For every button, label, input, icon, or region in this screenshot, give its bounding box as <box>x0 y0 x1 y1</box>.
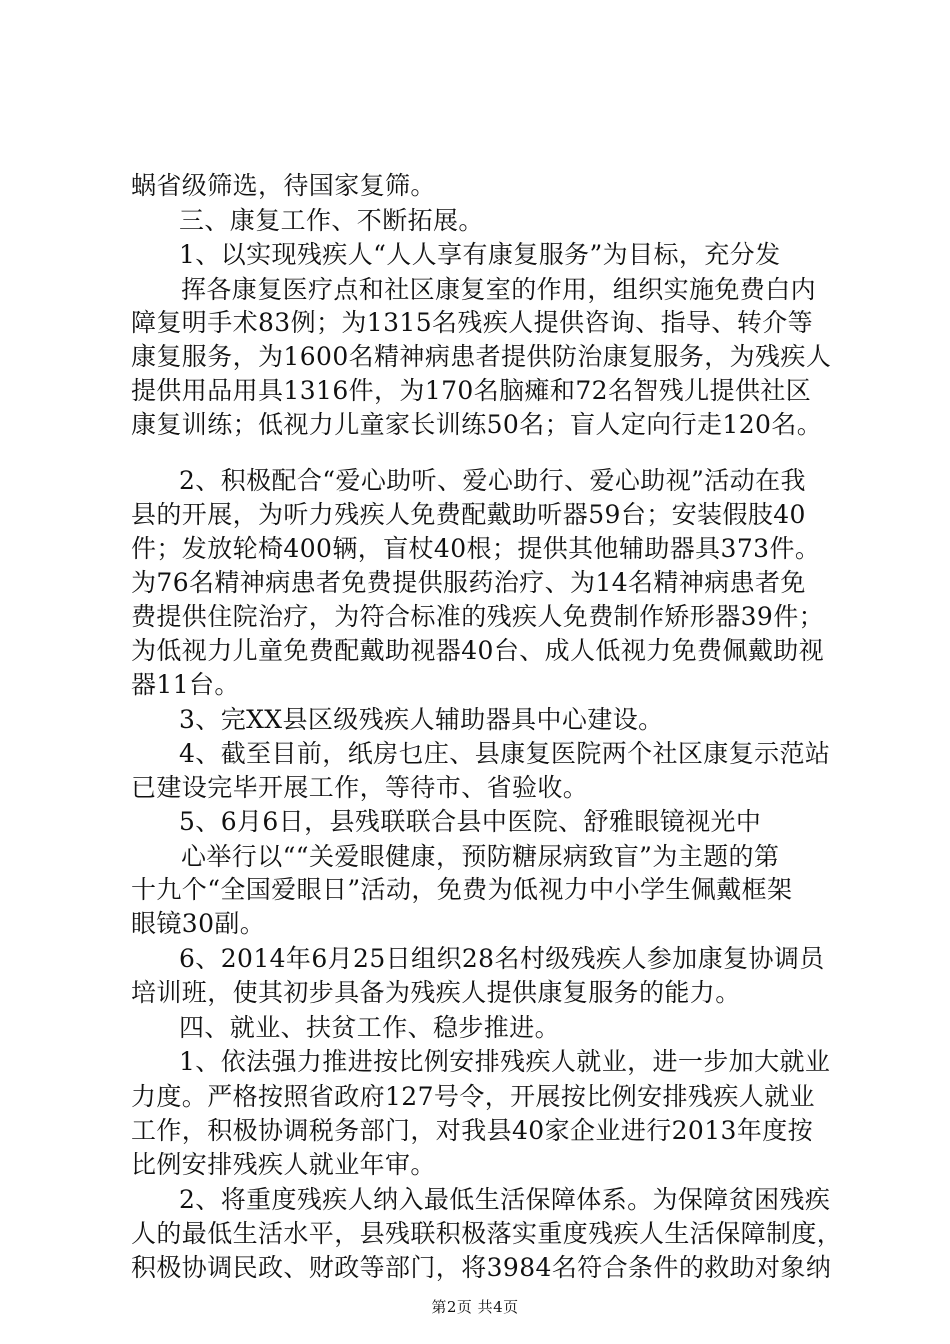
text-line: 2、积极配合“爱心助听、爱心助行、爱心助视”活动在我 <box>179 466 806 495</box>
text-line: 县的开展，为听力残疾人免费配戴助听器59台；安装假肢40 <box>131 500 806 529</box>
text-line: 康复训练；低视力儿童家长训练50名；盲人定向行走120名。 <box>131 410 823 439</box>
section-heading: 三、康复工作、不断拓展。 <box>179 206 484 235</box>
text-line: 障复明手术83例；为1315名残疾人提供咨询、指导、转介等 <box>131 308 814 337</box>
text-line: 3、完XX县区级残疾人辅助器具中心建设。 <box>179 705 664 734</box>
page-number-footer: 第2页 共4页 <box>431 1298 519 1316</box>
text-line: 人的最低生活水平，县残联积极落实重度残疾人生活保障制度， <box>131 1219 843 1248</box>
text-line: 5、6月6日，县残联联合县中医院、舒雅眼镜视光中 <box>179 807 762 836</box>
text-line: 为76名精神病患者免费提供服药治疗、为14名精神病患者免 <box>131 568 806 597</box>
text-line: 工作，积极协调税务部门，对我县40家企业进行2013年度按 <box>131 1116 814 1145</box>
text-line: 积极协调民政、财政等部门，将3984名符合条件的救助对象纳 <box>131 1253 832 1282</box>
text-line: 费提供住院治疗，为符合标准的残疾人免费制作矫形器39件； <box>131 602 825 631</box>
text-line: 4、截至目前，纸房乜庄、县康复医院两个社区康复示范站 <box>179 739 831 768</box>
text-line: 眼镜30副。 <box>131 909 266 938</box>
text-line: 1、依法强力推进按比例安排残疾人就业，进一步加大就业 <box>179 1047 831 1076</box>
text-line: 培训班，使其初步具备为残疾人提供康复服务的能力。 <box>131 978 741 1007</box>
text-line: 2、将重度残疾人纳入最低生活保障体系。为保障贫困残疾 <box>179 1185 831 1214</box>
text-line: 件；发放轮椅400辆，盲杖40根；提供其他辅助器具373件。 <box>131 534 821 563</box>
text-line: 康复服务，为1600名精神病患者提供防治康复服务，为残疾人 <box>131 342 832 371</box>
text-line: 为低视力儿童免费配戴助视器40台、成人低视力免费佩戴助视 <box>131 636 825 665</box>
section-heading: 四、就业、扶贫工作、稳步推进。 <box>179 1013 561 1042</box>
text-line: 6、2014年6月25日组织28名村级残疾人参加康复协调员 <box>179 944 825 973</box>
text-line: 提供用品用具1316件，为170名脑瘫和72名智残儿提供社区 <box>131 376 812 405</box>
text-line: 蜗省级筛选，待国家复筛。 <box>131 171 436 200</box>
text-line: 已建设完毕开展工作，等待市、省验收。 <box>131 773 589 802</box>
text-line: 力度。严格按照省政府127号令，开展按比例安排残疾人就业 <box>131 1082 815 1111</box>
text-line: 心举行以““关爱眼健康，预防糖尿病致盲”为主题的第 <box>181 842 780 871</box>
text-line: 比例安排残疾人就业年审。 <box>131 1150 436 1179</box>
text-line: 挥各康复医疗点和社区康复室的作用，组织实施免费白内 <box>181 275 817 304</box>
text-line: 器11台。 <box>131 670 240 699</box>
text-line: 十九个“全国爱眼日”活动，免费为低视力中小学生佩戴框架 <box>131 875 793 904</box>
text-line: 1、以实现残疾人“人人享有康复服务”为目标，充分发 <box>179 240 781 269</box>
